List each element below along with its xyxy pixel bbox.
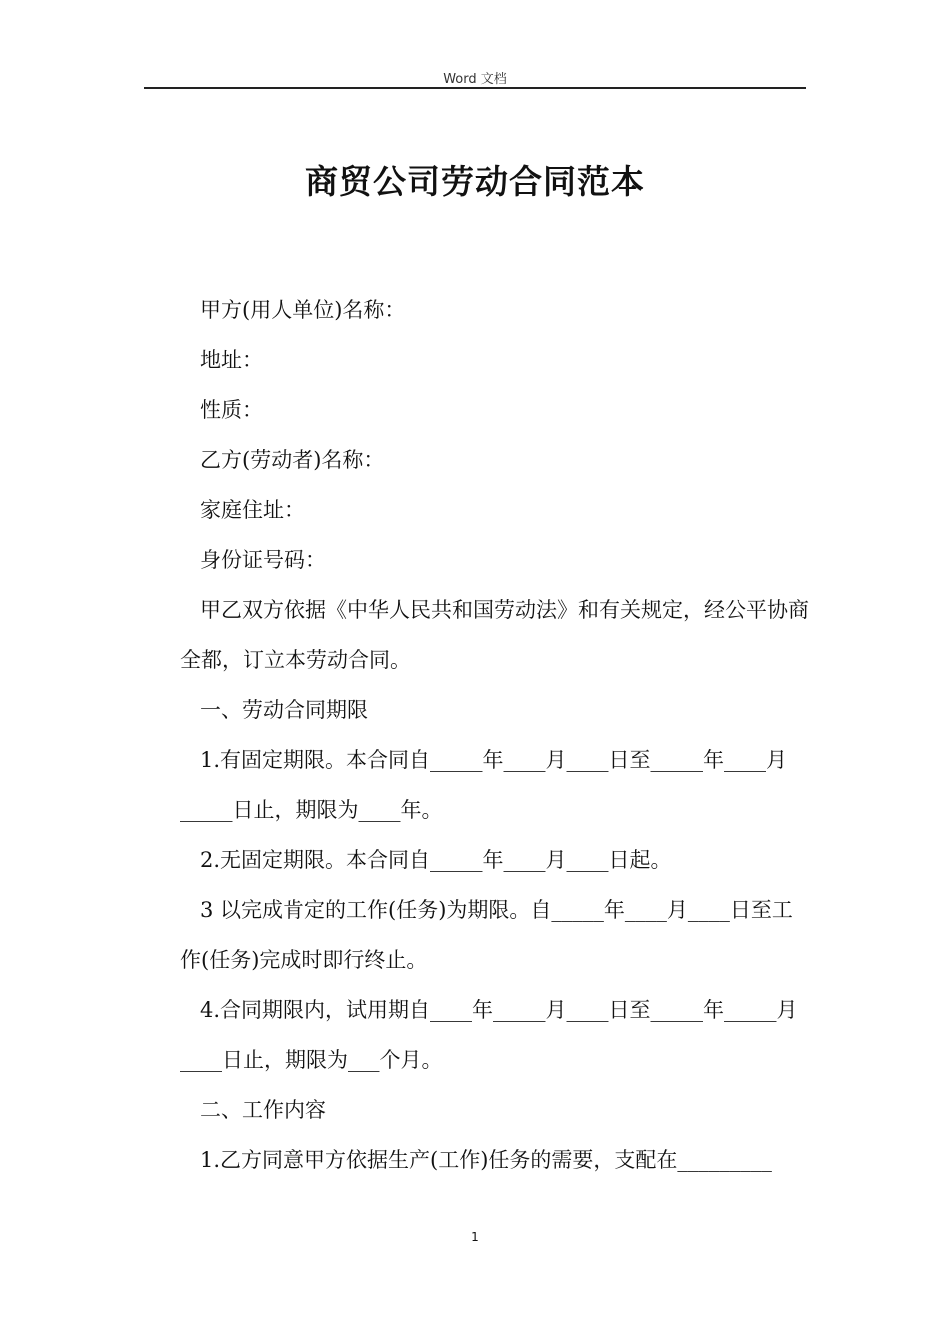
paragraph-party-b-name: 乙方(劳动者)名称： bbox=[200, 448, 385, 472]
section-heading-term: 一、劳动合同期限 bbox=[200, 698, 368, 722]
paragraph-term-open: 2.无固定期限。本合同自_____年____月____日起。 bbox=[200, 848, 672, 872]
document-body bbox=[180, 285, 810, 1185]
paragraph-party-a-name: 甲方(用人单位)名称： bbox=[200, 298, 406, 322]
section-heading-work: 二、工作内容 bbox=[200, 1098, 326, 1122]
paragraph-term-task: 3 以完成肯定的工作(任务)为期限。自_____年____月____日至工作(任务)完成时即行终止。 bbox=[180, 898, 793, 972]
paragraph-id-number: 身份证号码： bbox=[200, 548, 326, 572]
paragraph-address: 地址： bbox=[200, 348, 263, 372]
page-number: 1 bbox=[471, 1230, 479, 1244]
paragraph-work-assignment: 1.乙方同意甲方依据生产(工作)任务的需要，支配在_________ bbox=[200, 1148, 772, 1172]
paragraph-home-address: 家庭住址： bbox=[200, 498, 305, 522]
document-title: 商贸公司劳动合同范本 bbox=[305, 162, 645, 201]
page-header: Word 文档 bbox=[443, 72, 507, 87]
paragraph-term-fixed: 1.有固定期限。本合同自_____年____月____日至_____年____月_____日止，期限为____年。 bbox=[180, 748, 788, 822]
paragraph-probation: 4.合同期限内，试用期自____年_____月____日至_____年_____月____日止，期限为___个月。 bbox=[180, 998, 798, 1072]
paragraph-preamble: 甲乙双方依据《中华人民共和国劳动法》和有关规定，经公平协商全都，订立本劳动合同。 bbox=[180, 598, 809, 672]
header-divider bbox=[144, 87, 806, 89]
paragraph-nature: 性质： bbox=[200, 398, 263, 422]
